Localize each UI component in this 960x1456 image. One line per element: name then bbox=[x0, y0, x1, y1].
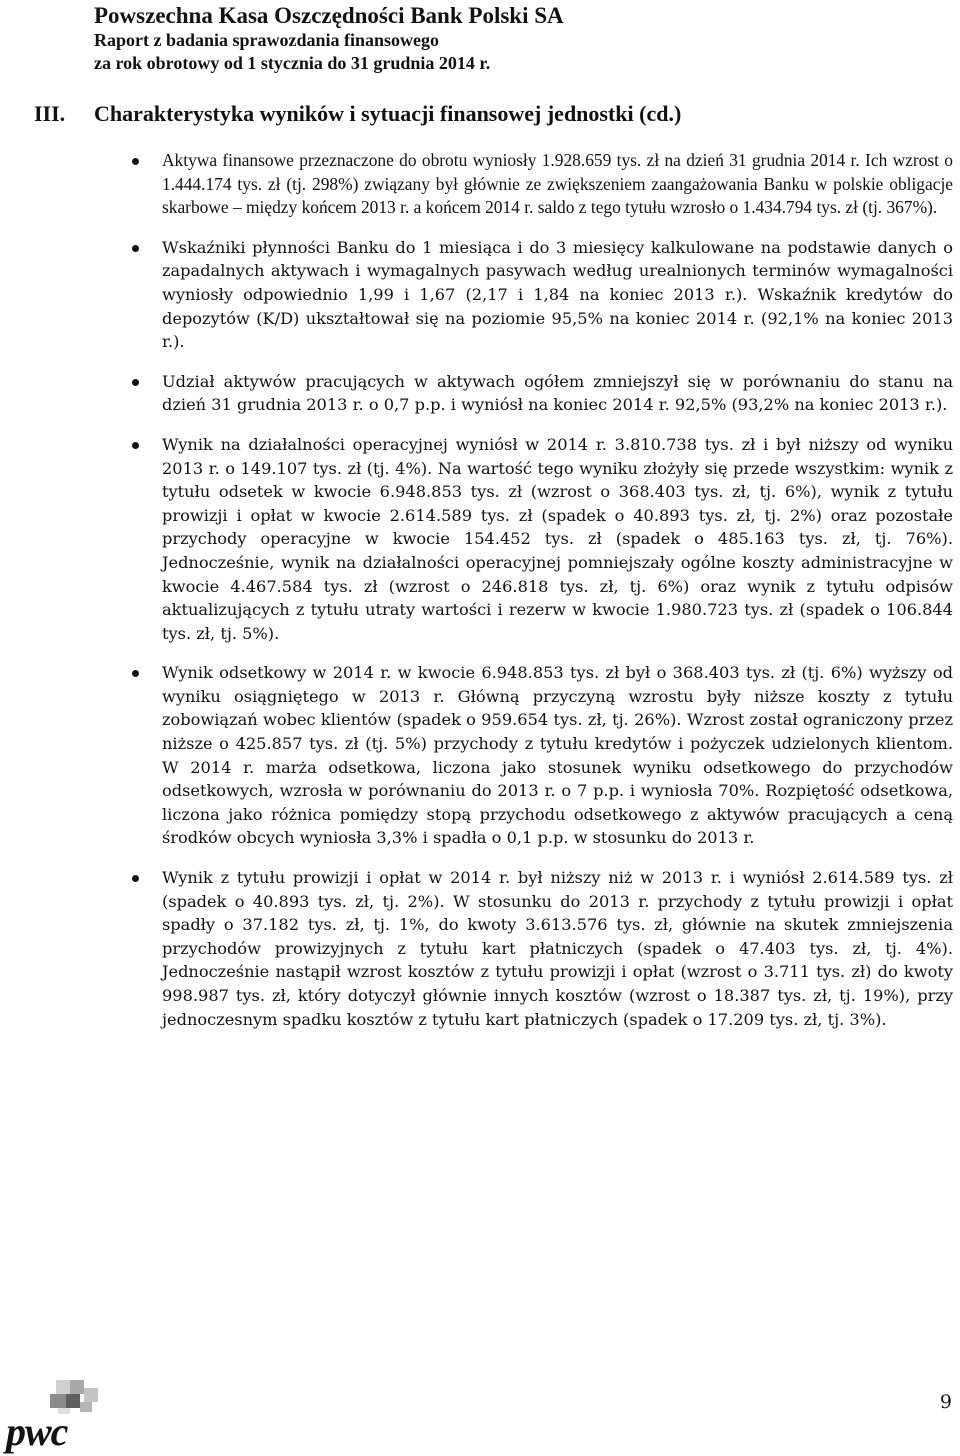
bullet-item-interest-result bbox=[0, 661, 960, 850]
bullet-text: Aktywa finansowe przeznaczone do obrotu wyniosły 1.928.659 tys. zł na dzień 31 grudnia 2014 r. Ich wzrost o 1.444.174 tys. zł (tj. 298%) związany był głównie ze zwiększeniem zaangażowania Banku w polskie obligacje skarbowe – między końcem 2013 r. a końcem 2014 r. saldo z tego tytułu wzrosło o 1.434.794 tys. zł (tj. 367%). bbox=[162, 150, 953, 218]
report-period: za rok obrotowy od 1 stycznia do 31 grudnia 2014 r. bbox=[94, 53, 491, 73]
bullet-text: Wynik odsetkowy w 2014 r. w kwocie 6.948.853 tys. zł był o 368.403 tys. zł (tj. 6%) wyższy od wyniku osiągniętego w 2013 r. Główną przyczyną wzrostu były niższe koszty z tytułu zobowiązań wobec klientów (spadek o 959.654 tys. zł, tj. 26%). Wzrost został ograniczony przez niższe o 425.857 tys. zł (tj. 5%) przychody z tytułu kredytów i pożyczek udzielonych klientom. W 2014 r. marża odsetkowa, liczona jako stosunek wyniku odsetkowego do przychodów odsetkowych, wzrosła w porównaniu do 2013 r. o 7 p.p. i wyniosła 70%. Rozpiętość odsetkowa, liczona jako różnica pomiędzy stopą przychodu odsetkowego z aktywów pracujących a ceną środków obcych wyniosła 3,3% i spadła o 0,1 p.p. w stosunku do 2013 r. bbox=[162, 663, 953, 848]
logo-pixel-icon bbox=[50, 1394, 66, 1408]
company-name: Powszechna Kasa Oszczędności Bank Polski SA bbox=[94, 3, 564, 28]
logo-pixel-icon bbox=[56, 1380, 70, 1394]
document-header bbox=[94, 2, 934, 75]
bullet-text: Wskaźniki płynności Banku do 1 miesiąca i do 3 miesięcy kalkulowane na podstawie danych o zapadalnych aktywach i wymagalnych pasywach według urealnionych terminów wymagalności wyniosły odpowiednio 1,99 i 1,67 (2,17 i 1,84 na koniec 2013 r.). Wskaźnik kredytów do depozytów (K/D) ukształtował się na poziomie 95,5% na koniec 2014 r. (92,1% na koniec 2013 r.). bbox=[162, 237, 953, 352]
bullet-item-liquidity bbox=[0, 236, 960, 354]
bullet-text: Wynik z tytułu prowizji i opłat w 2014 r. był niższy niż w 2013 r. i wyniósł 2.614.589 tys. zł (spadek o 40.893 tys. zł, tj. 2%). W stosunku do 2013 r. przychody z tytułu prowizji i opłat spadły o 37.182 tys. zł, tj. 1%, do kwoty 3.613.576 tys. zł, głównie na skutek zmniejszenia przychodów prowizyjnych z tytułu kart płatniczych (spadek o 47.403 tys. zł, tj. 4%). Jednocześnie nastąpił wzrost kosztów z tytułu prowizji i opłat (wzrost o 3.711 tys. zł) do kwoty 998.987 tys. zł, który dotyczył głównie innych kosztów (wzrost o 18.387 tys. zł, tj. 19%), przy jednoczesnym spadku kosztów z tytułu kart płatniczych (spadek o 17.209 tys. zł, tj. 3%). bbox=[162, 868, 953, 1029]
bullet-text: Udział aktywów pracujących w aktywach ogółem zmniejszył się w porównaniu do stanu na dzień 31 grudnia 2013 r. o 0,7 p.p. i wyniósł na koniec 2014 r. 92,5% (93,2% na koniec 2013 r.). bbox=[162, 371, 953, 415]
section-number: III. bbox=[34, 101, 66, 126]
bullet-item-operating-result bbox=[0, 433, 960, 645]
logo-pixel-icon bbox=[84, 1388, 98, 1402]
section-heading bbox=[34, 100, 681, 128]
bullet-icon bbox=[132, 875, 139, 882]
bullet-text: Wynik na działalności operacyjnej wyniósł w 2014 r. 3.810.738 tys. zł i był niższy od wyniku 2013 r. o 149.107 tys. zł (tj. 4%). Na wartość tego wyniku złożyły się przede wszystkim: wynik z tytułu odsetek w kwocie 6.948.853 tys. zł (wzrost o 368.403 tys. zł, tj. 6%), wynik z tytułu prowizji i opłat w kwocie 2.614.589 tys. zł (spadek o 40.893 tys. zł, tj. 2%) oraz pozostałe przychody operacyjne w kwocie 154.452 tys. zł (spadek o 485.163 tys. zł, tj. 76%). Jednocześnie, wynik na działalności operacyjnej pomniejszały ogólne koszty administracyjne w kwocie 4.467.584 tys. zł (wzrost o 246.818 tys. zł, tj. 6%) oraz wynik z tytułu odpisów aktualizujących z tytułu utraty wartości i rezerw w kwocie 1.980.723 tys. zł (spadek o 106.844 tys. zł, tj. 5%). bbox=[162, 434, 953, 643]
logo-pixel-icon bbox=[80, 1402, 92, 1412]
logo-pixel-icon bbox=[66, 1394, 80, 1408]
logo-pixel-icon bbox=[70, 1380, 84, 1394]
bullet-item-fee-result bbox=[0, 866, 960, 1031]
bullet-icon bbox=[132, 379, 139, 386]
page-number: 9 bbox=[939, 1391, 952, 1413]
bullet-icon bbox=[132, 245, 139, 252]
bullet-list bbox=[0, 149, 960, 1047]
bullet-icon bbox=[132, 670, 139, 677]
bullet-icon bbox=[132, 158, 139, 165]
bullet-icon bbox=[132, 442, 139, 449]
bullet-item-working-assets bbox=[0, 370, 960, 417]
logo-wordmark: pwc bbox=[6, 1409, 68, 1454]
report-title: Raport z badania sprawozdania finansowego bbox=[94, 30, 440, 50]
bullet-item-trading-assets bbox=[0, 149, 960, 220]
section-title: Charakterystyka wyników i sytuacji finansowej jednostki (cd.) bbox=[94, 101, 682, 126]
pwc-logo bbox=[6, 1378, 102, 1452]
